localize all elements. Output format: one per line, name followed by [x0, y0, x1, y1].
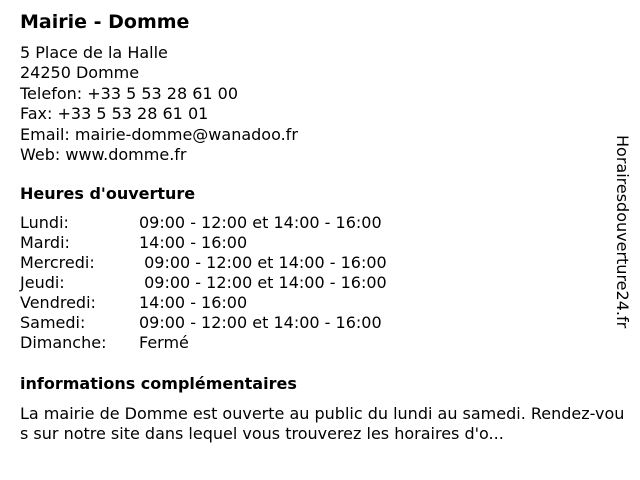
hours-day: Mercredi: [20, 253, 95, 272]
opening-hours-table [20, 213, 387, 353]
page-title: Mairie - Domme [20, 11, 190, 33]
hours-time: 09:00 - 12:00 et 14:00 - 16:00 [139, 253, 387, 272]
hours-row-dimanche [20, 333, 387, 353]
additional-info-text: La mairie de Domme est ouverte au public du lundi au samedi. Rendez-vous sur notre site dans lequel vous trouverez les horaires d'o... [20, 404, 625, 443]
hours-row-jeudi [20, 273, 387, 293]
hours-time: 14:00 - 16:00 [139, 233, 248, 252]
opening-hours-heading: Heures d'ouverture [20, 184, 196, 203]
hours-day: Jeudi: [20, 273, 65, 292]
hours-day: Samedi: [20, 313, 86, 332]
hours-time: 09:00 - 12:00 et 14:00 - 16:00 [139, 313, 382, 332]
hours-row-vendredi [20, 293, 387, 313]
hours-time: 14:00 - 16:00 [139, 293, 248, 312]
fax-number: Fax: +33 5 53 28 61 01 [20, 104, 209, 124]
phone-number: Telefon: +33 5 53 28 61 00 [20, 83, 239, 103]
email-address: Email: mairie-domme@wanadoo.fr [20, 124, 298, 144]
hours-row-lundi [20, 213, 387, 233]
hours-row-samedi [20, 313, 387, 333]
hours-day: Dimanche: [20, 333, 107, 352]
hours-time: 09:00 - 12:00 et 14:00 - 16:00 [139, 213, 382, 232]
hours-row-mercredi [20, 253, 387, 273]
contact-block [20, 43, 298, 165]
additional-info-heading: informations complémentaires [20, 374, 297, 393]
hours-row-mardi [20, 233, 387, 253]
hours-day: Vendredi: [20, 293, 96, 312]
website-address: Web: www.domme.fr [20, 145, 187, 165]
hours-time: 09:00 - 12:00 et 14:00 - 16:00 [139, 273, 387, 292]
hours-day: Lundi: [20, 213, 69, 232]
address-city: 24250 Domme [20, 63, 140, 83]
hours-day: Mardi: [20, 233, 70, 252]
hours-time: Fermé [139, 333, 189, 352]
address-street: 5 Place de la Halle [20, 43, 168, 62]
site-watermark: Horairesdouverture24.fr [613, 135, 632, 329]
